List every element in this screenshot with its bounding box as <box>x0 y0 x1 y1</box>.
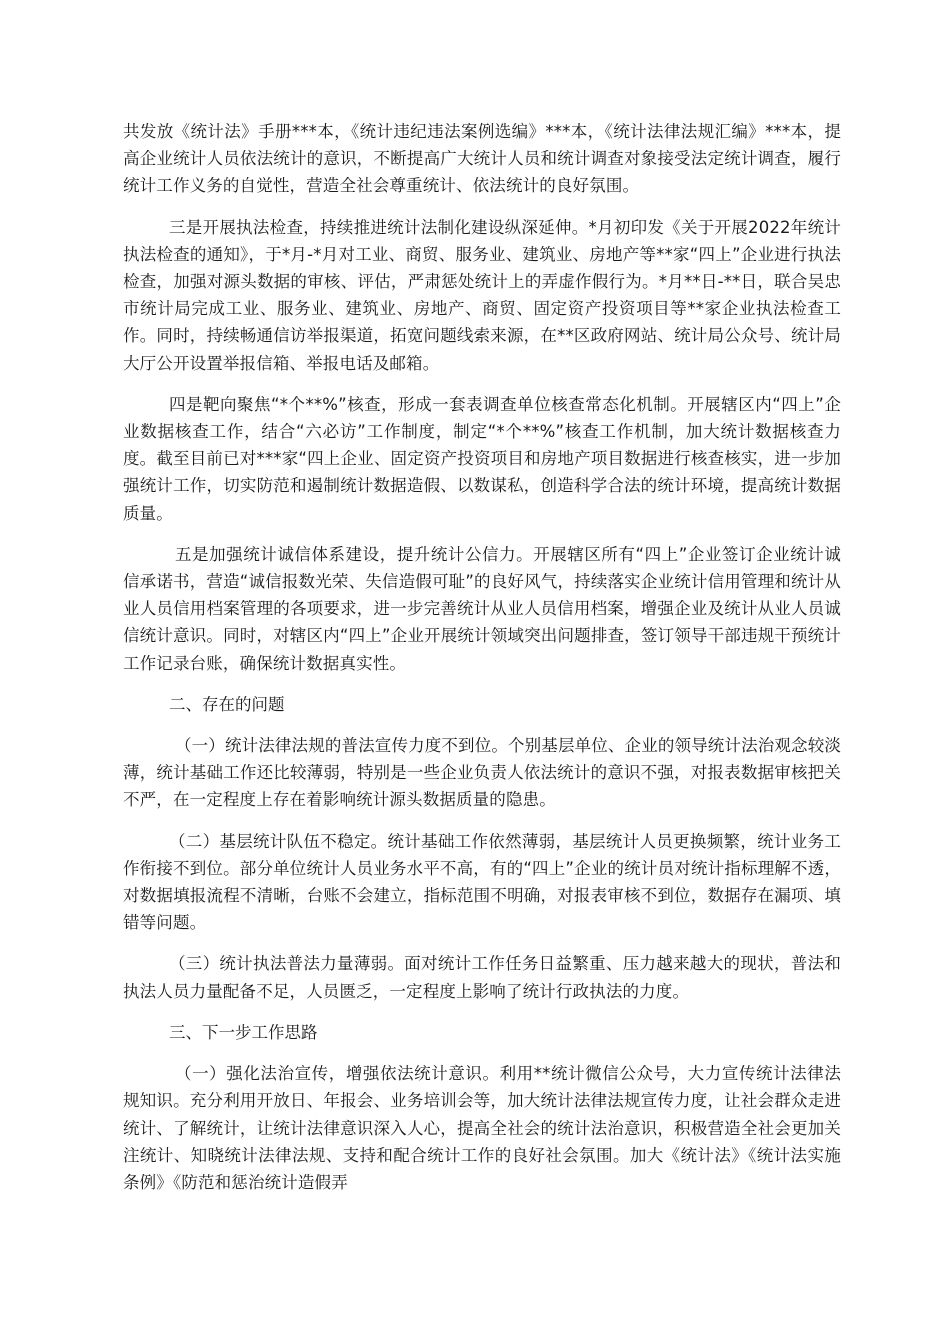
paragraph-intro: 共发放《统计法》手册***本，《统计违纪违法案例选编》***本，《统计法律法规汇编》***本，提高企业统计人员依法统计的意识，不断提高广大统计人员和统计调查对象接受法定统计调查，履行统计工作义务的自觉性，营造全社会尊重统计、依法统计的良好氛围。 <box>123 122 841 196</box>
paragraph-next-step-1: （一）强化法治宣传，增强依法统计意识。利用**统计微信公众号，大力宣传统计法律法规知识。充分利用开放日、年报会、业务培训会等，加大统计法律法规宣传力度，让社会群众走进统计、了解统计，让统计法律意识深入人心，提高全社会的统计法治意识，积极营造全社会更加关注统计、知晓统计法律法规、支持和配合统计工作的良好社会氛围。加大《统计法》《统计法实施条例》《防范和惩治统计造假弄 <box>123 1064 841 1192</box>
paragraph-problem-2: （二）基层统计队伍不稳定。统计基础工作依然薄弱，基层统计人员更换频繁，统计业务工作衔接不到位。部分单位统计人员业务水平不高，有的“四上”企业的统计员对统计指标理解不透，对数据填报流程不清晰，台账不会建立，指标范围不明确，对报表审核不到位，数据存在漏项、填错等问题。 <box>123 831 841 933</box>
paragraph-problem-3: （三）统计执法普法力量薄弱。面对统计工作任务日益繁重、压力越来越大的现状，普法和执法人员力量配备不足，人员匮乏，一定程度上影响了统计行政执法的力度。 <box>123 954 841 1001</box>
paragraph-problem-1: （一）统计法律法规的普法宣传力度不到位。个别基层单位、企业的领导统计法治观念较淡薄，统计基础工作还比较薄弱，特别是一些企业负责人依法统计的意识不强，对报表数据审核把关不严，在一定程度上存在着影响统计源头数据质量的隐患。 <box>123 736 841 810</box>
section-heading-problems: 二、存在的问题 <box>169 694 285 714</box>
paragraph-integrity-system: 五是加强统计诚信体系建设，提升统计公信力。开展辖区所有“四上”企业签订企业统计诚信承诺书，营造“诚信报数光荣、失信造假可耻”的良好风气，持续落实企业统计信用管理和统计从业人员信用档案管理的各项要求，进一步完善统计从业人员信用档案，增强企业及统计从业人员诚信统计意识。同时，对辖区内“四上”企业开展统计领域突出问题排查，签订领导干部违规干预统计工作记录台账，确保统计数据真实性。 <box>123 544 841 673</box>
document-page <box>123 118 841 1210</box>
paragraph-enforcement-inspection: 三是开展执法检查，持续推进统计法制化建设纵深延伸。*月初印发《关于开展2022年统计执法检查的通知》，于*月-*月对工业、商贸、服务业、建筑业、房地产等**家“四上”企业进行执法检查，加强对源头数据的审核、评估，严肃惩处统计上的弄虚作假行为。*月**日-**日，联合吴忠市统计局完成工业、服务业、建筑业、房地产、商贸、固定资产投资项目等**家企业执法检查工作。同时，持续畅通信访举报渠道，拓宽问题线索来源，在**区政府网站、统计局公众号、统计局大厅公开设置举报信箱、举报电话及邮箱。 <box>123 217 841 373</box>
section-heading-next-steps: 三、下一步工作思路 <box>169 1022 318 1042</box>
paragraph-data-verification: 四是靶向聚焦“*个**%”核查，形成一套表调查单位核查常态化机制。开展辖区内“四上”企业数据核查工作，结合“六必访”工作制度，制定“*个**%”核查工作机制，加大统计数据核查力度。截至目前已对***家“四上企业、固定资产投资项目和房地产项目数据进行核查核实，进一步加强统计工作，切实防范和遏制统计数据造假、以数谋私，创造科学合法的统计环境，提高统计数据质量。 <box>123 394 841 523</box>
